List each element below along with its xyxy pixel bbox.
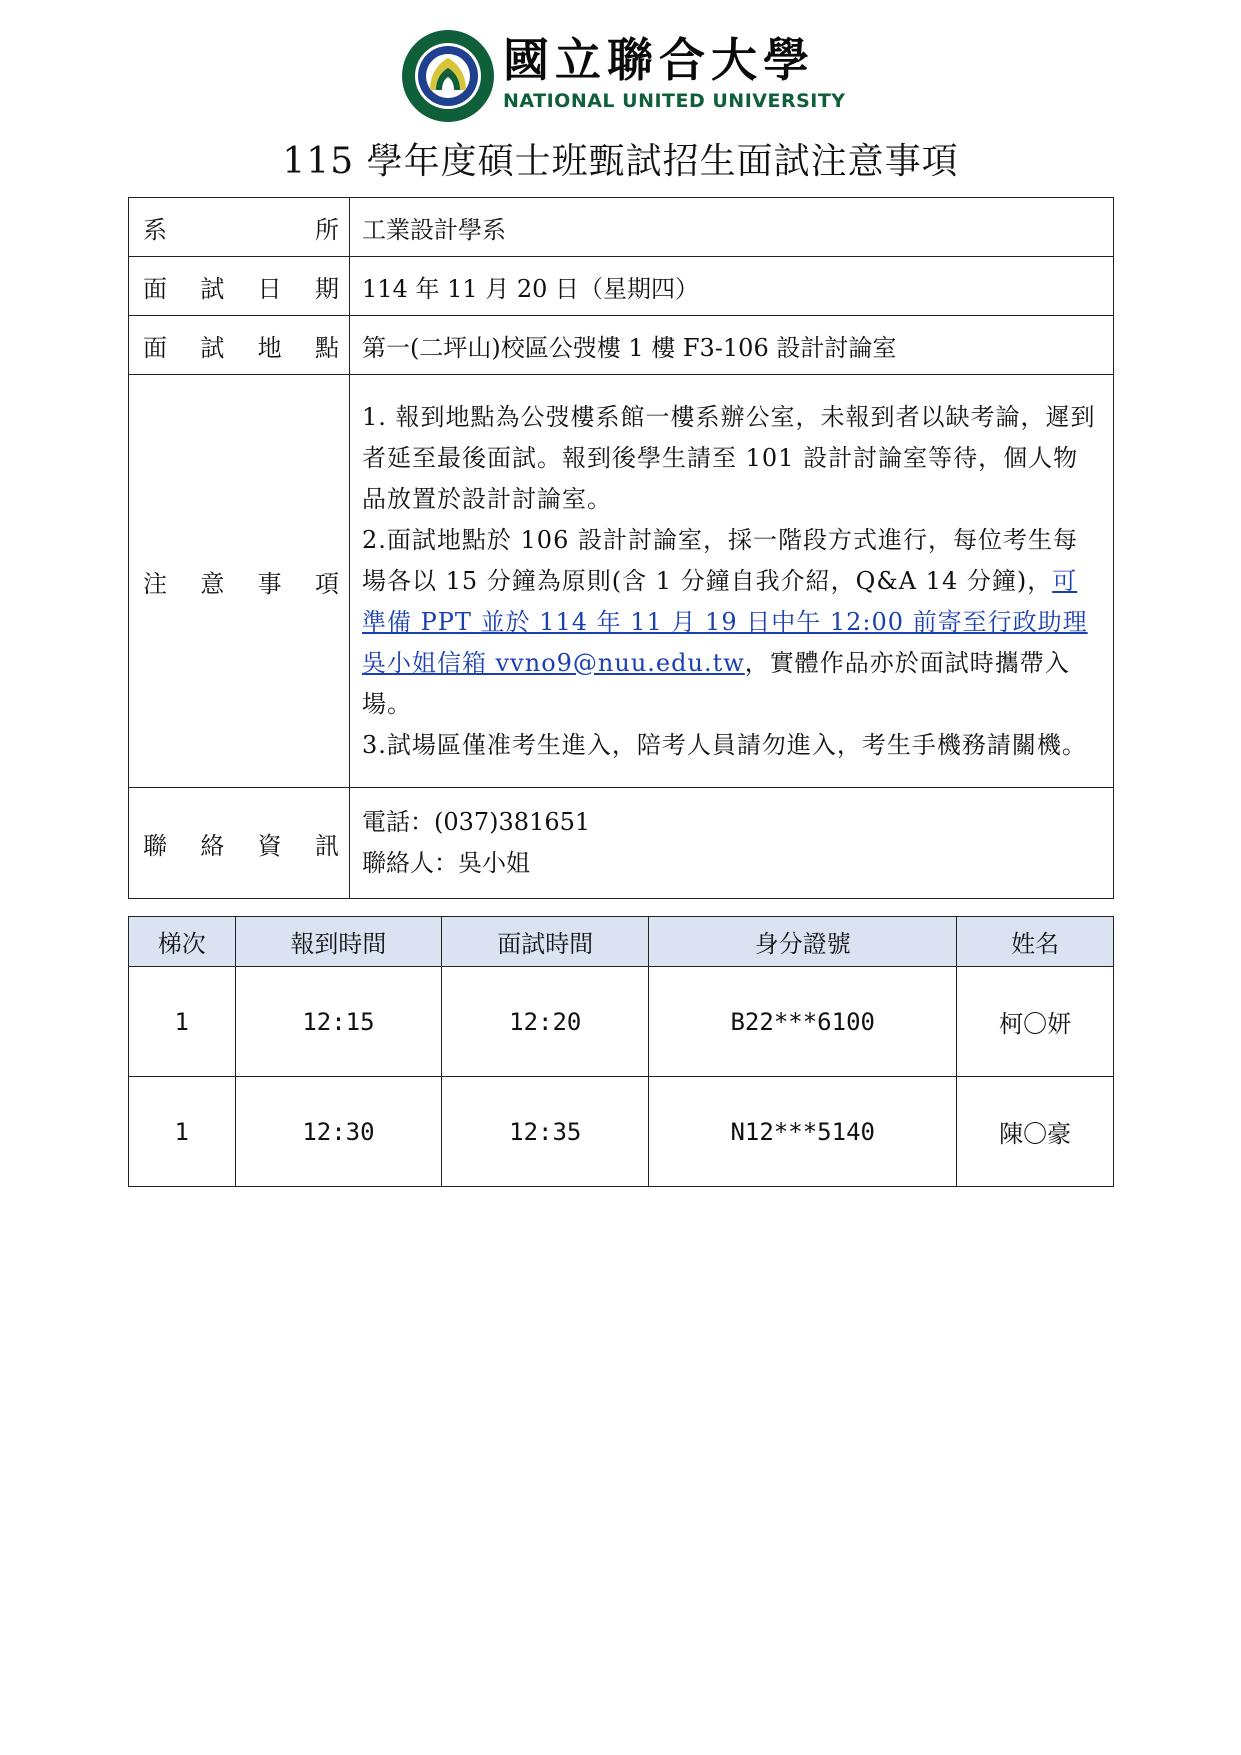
- dept-value: 工業設計學系: [350, 198, 1114, 257]
- cell-id-number: N12***5140: [649, 1077, 957, 1187]
- cell-name: 柯〇妍: [957, 967, 1114, 1077]
- info-row-dept: [129, 198, 1114, 257]
- info-row-notes: [129, 375, 1114, 788]
- col-header: 梯次: [129, 917, 236, 967]
- place-label: 面 試 地 點: [129, 316, 350, 375]
- date-label: 面 試 日 期: [129, 257, 350, 316]
- note-1: 1. 報到地點為公弢樓系館一樓系辦公室，未報到者以缺考論，遲到者延至最後面試。報到後學生請至 101 設計討論室等待，個人物品放置於設計討論室。: [362, 402, 1096, 513]
- brand-english: NATIONAL UNITED UNIVERSITY: [503, 90, 846, 112]
- contact-label: 聯 絡 資 訊: [129, 788, 350, 899]
- info-table: [128, 197, 1114, 899]
- col-header: 身分證號: [649, 917, 957, 967]
- date-value: 114 年 11 月 20 日（星期四）: [350, 257, 1114, 316]
- col-header: 報到時間: [235, 917, 442, 967]
- notes-value: [350, 375, 1114, 788]
- cell-interview-time: 12:20: [442, 967, 649, 1077]
- col-header: 姓名: [957, 917, 1114, 967]
- info-row-contact: [129, 788, 1114, 899]
- email-link[interactable]: 可準備 PPT 並於 114 年 11 月 19 日中午 12:00 前寄至行政助理吳小姐信箱 vvno9@nuu.edu.tw: [362, 566, 1088, 677]
- cell-session: 1: [129, 1077, 236, 1187]
- page-header: [0, 28, 1241, 124]
- note-3: 3.試場區僅准考生進入，陪考人員請勿進入，考生手機務請關機。: [362, 730, 1087, 759]
- note-2: 2.面試地點於 106 設計討論室，採一階段方式進行，每位考生每場各以 15 分鐘為原則(含 1 分鐘自我介紹，Q&A 14 分鐘)，可準備 PPT 並於 114 年 11 月 19 日中午 12:00 前寄至行政助理吳小姐信箱 vvno9@nuu.edu.tw，實體作品亦於面試時攜帶入場。: [362, 525, 1088, 718]
- page-title: 115 學年度碩士班甄試招生面試注意事項: [282, 141, 959, 182]
- info-row-place: [129, 316, 1114, 375]
- dept-label: 系 所: [129, 198, 350, 257]
- col-header: 面試時間: [442, 917, 649, 967]
- cell-session: 1: [129, 967, 236, 1077]
- contact-value: [350, 788, 1114, 899]
- table-row: [129, 1077, 1114, 1187]
- cell-name: 陳〇豪: [957, 1077, 1114, 1187]
- contact-phone: 電話：(037)381651: [362, 808, 591, 836]
- contact-person: 聯絡人：吳小姐: [362, 849, 530, 877]
- info-row-date: [129, 257, 1114, 316]
- table-row: [129, 967, 1114, 1077]
- university-logo-icon: [400, 28, 496, 124]
- schedule-table: [128, 916, 1114, 1187]
- schedule-header-row: [129, 917, 1114, 967]
- place-value: 第一(二坪山)校區公弢樓 1 樓 F3-106 設計討論室: [350, 316, 1114, 375]
- cell-id-number: B22***6100: [649, 967, 957, 1077]
- cell-checkin-time: 12:15: [235, 967, 442, 1077]
- notes-label: 注 意 事 項: [129, 375, 350, 788]
- cell-interview-time: 12:35: [442, 1077, 649, 1187]
- cell-checkin-time: 12:30: [235, 1077, 442, 1187]
- brand-chinese: 國立聯合大學: [503, 33, 815, 87]
